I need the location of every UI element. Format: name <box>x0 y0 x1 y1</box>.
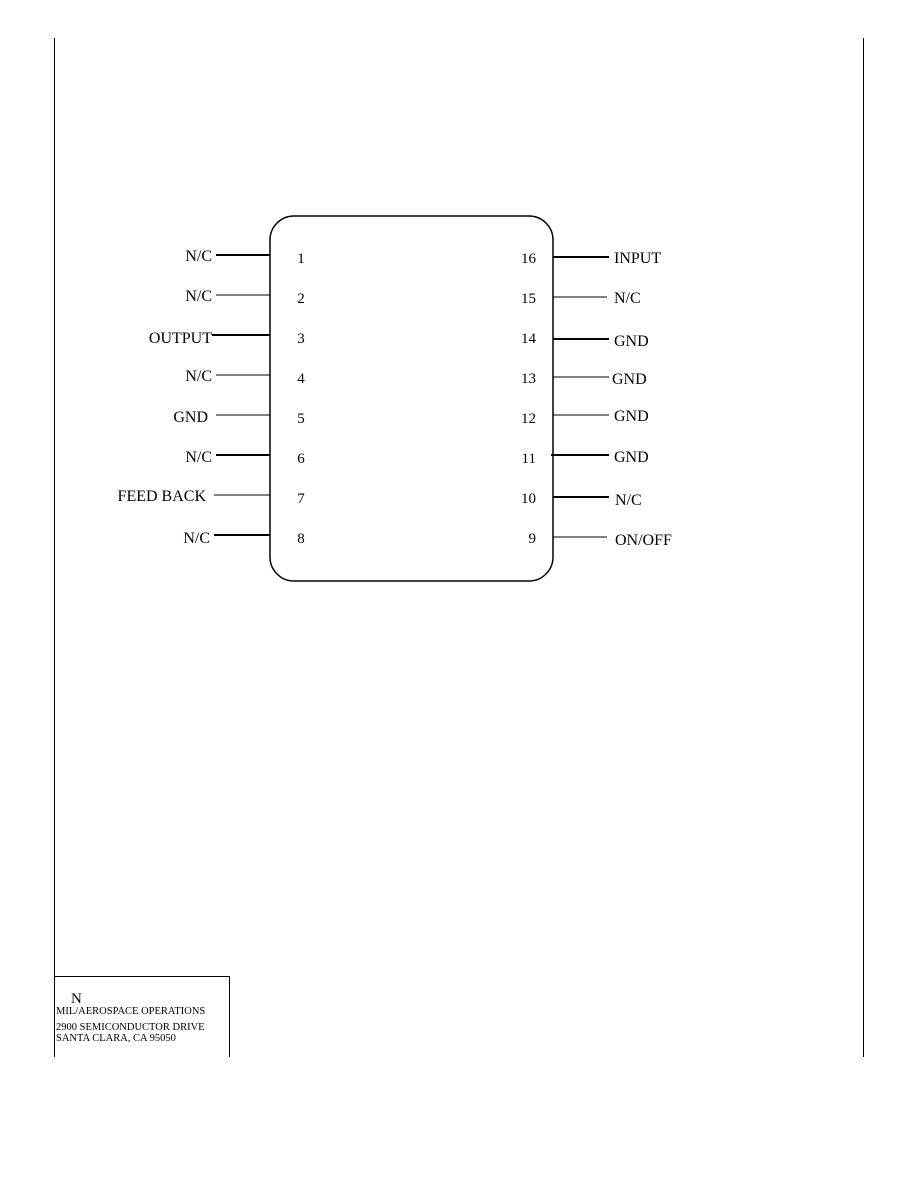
pin-number: 10 <box>521 491 536 507</box>
pin-label: N/C <box>614 290 641 307</box>
right-pin <box>529 531 673 549</box>
pin-label: GND <box>612 371 647 388</box>
pin-label: INPUT <box>614 250 662 267</box>
right-pin <box>521 250 661 267</box>
pin-label: N/C <box>185 368 212 385</box>
address-block <box>54 976 230 1057</box>
pin-label: GND <box>614 449 649 466</box>
pin-number: 4 <box>297 371 305 387</box>
left-pin <box>185 449 305 467</box>
address-line: MIL/AEROSPACE OPERATIONS <box>56 1006 206 1017</box>
pin-label: N/C <box>185 248 212 265</box>
right-pin <box>521 331 649 350</box>
pin-label: GND <box>173 409 208 426</box>
pin-number: 12 <box>521 411 536 427</box>
pin-number: 8 <box>297 531 305 547</box>
company-logo: N <box>71 991 82 1007</box>
ic-package-body <box>270 216 553 581</box>
right-pin <box>521 290 641 307</box>
pin-number: 1 <box>297 251 305 267</box>
right-pin <box>521 408 649 427</box>
pin-label: GND <box>614 333 649 350</box>
address-line: 2900 SEMICONDUCTOR DRIVE <box>56 1022 205 1033</box>
left-pin <box>173 409 304 427</box>
pin-label: ON/OFF <box>615 532 672 549</box>
pin-label: FEED BACK <box>117 488 206 505</box>
pin-number: 9 <box>528 531 536 547</box>
pin-label: N/C <box>615 492 642 509</box>
pin-number: 6 <box>297 451 305 467</box>
pin-number: 3 <box>297 331 305 347</box>
pin-number: 5 <box>297 411 305 427</box>
pin-number: 11 <box>521 451 536 467</box>
address-line: SANTA CLARA, CA 95050 <box>56 1033 176 1044</box>
left-pin <box>149 330 305 347</box>
pin-number: 14 <box>521 331 536 347</box>
pin-number: 13 <box>521 371 536 387</box>
pin-label: OUTPUT <box>148 330 212 347</box>
pin-number: 2 <box>297 291 305 307</box>
pin-number: 16 <box>521 251 536 267</box>
pin-number: 7 <box>297 491 305 507</box>
pin-label: GND <box>614 408 649 425</box>
left-pin <box>185 368 305 387</box>
pin-label: N/C <box>183 530 210 547</box>
left-pin <box>185 248 304 267</box>
pin-label: N/C <box>185 449 212 466</box>
left-pin <box>185 288 304 307</box>
right-pin <box>521 491 642 509</box>
right-pin <box>522 449 649 467</box>
pin-label: N/C <box>185 288 212 305</box>
left-pin <box>183 530 304 547</box>
right-pin <box>521 371 647 388</box>
left-pin <box>118 488 306 507</box>
pin-number: 15 <box>521 291 536 307</box>
